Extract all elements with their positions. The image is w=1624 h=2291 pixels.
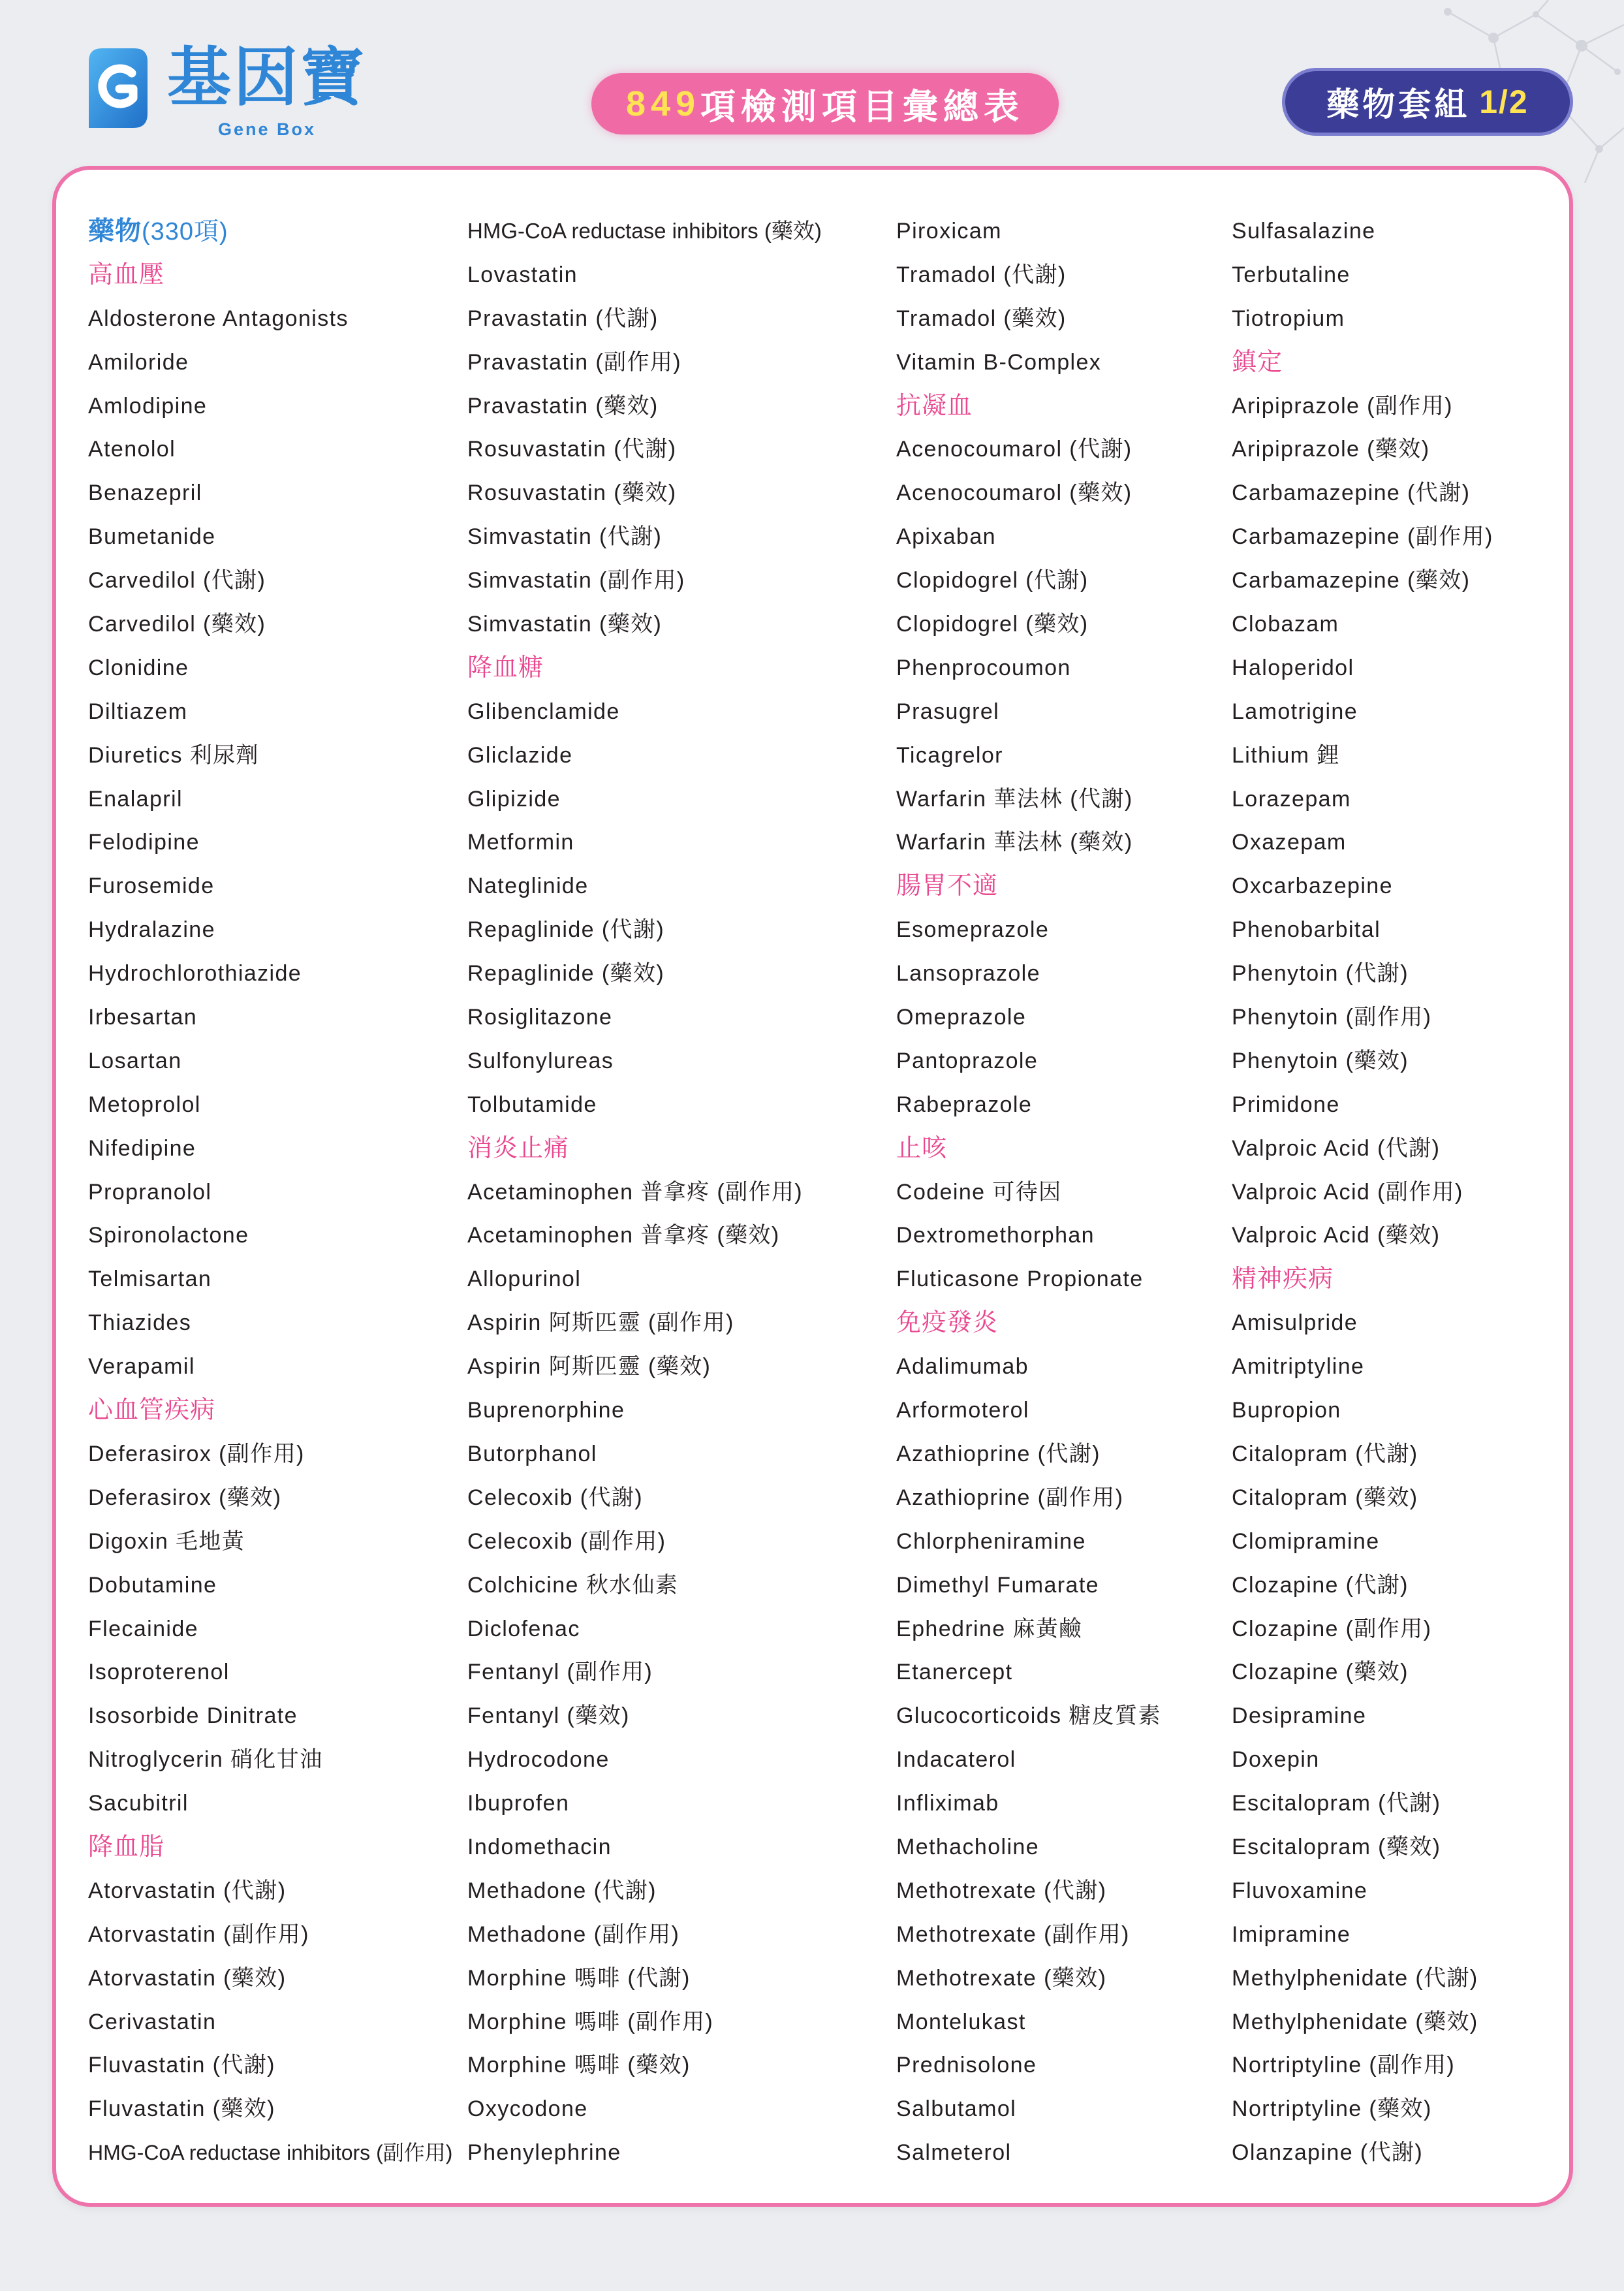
drug-item: Methotrexate (藥效) <box>896 1965 1107 1991</box>
drug-item: Acenocoumarol (代謝) <box>896 437 1132 462</box>
drug-item: Azathioprine (副作用) <box>896 1485 1124 1510</box>
drug-item: Simvastatin (藥效) <box>467 612 663 637</box>
drug-item: Prasugrel <box>896 699 1000 724</box>
drug-item: Hydrochlorothiazide <box>88 961 302 987</box>
drug-item: Salbutamol <box>896 2096 1017 2122</box>
drug-item: Carvedilol (代謝) <box>88 568 266 593</box>
drug-item: Carbamazepine (副作用) <box>1232 524 1493 550</box>
category-heading: 精神疾病 <box>1232 1265 1334 1293</box>
drug-item: Escitalopram (藥效) <box>1232 1834 1441 1859</box>
set-page-indicator: 1/2 <box>1479 84 1529 120</box>
drug-item: Atorvastatin (副作用) <box>88 1921 309 1947</box>
drug-item: Infliximab <box>896 1791 999 1816</box>
drug-item: Oxycodone <box>467 2096 588 2122</box>
drug-item: Tramadol (代謝) <box>896 262 1067 287</box>
drug-item: Indomethacin <box>467 1834 612 1859</box>
drug-item: Furosemide <box>88 874 215 899</box>
drug-item: Imipramine <box>1232 1921 1351 1947</box>
drug-item: Irbesartan <box>88 1005 198 1030</box>
drug-item: HMG-CoA reductase inhibitors (副作用) <box>88 2141 453 2165</box>
drug-item: Sulfonylureas <box>467 1048 614 1073</box>
drug-item: Piroxicam <box>896 219 1002 244</box>
drug-item: Haloperidol <box>1232 655 1354 680</box>
drug-item: Methotrexate (副作用) <box>896 1921 1130 1947</box>
drug-item: Vitamin B-Complex <box>896 349 1102 375</box>
drug-item: Pantoprazole <box>896 1048 1038 1073</box>
drug-item: Spironolactone <box>88 1223 249 1248</box>
drug-item: Methacholine <box>896 1834 1040 1859</box>
drug-item: Phenytoin (副作用) <box>1232 1005 1432 1030</box>
drug-item: Metoprolol <box>88 1092 201 1117</box>
drug-item: Valproic Acid (藥效) <box>1232 1223 1441 1248</box>
drug-item: Phenobarbital <box>1232 917 1381 943</box>
drug-item: Indacaterol <box>896 1747 1016 1773</box>
drug-item: Terbutaline <box>1232 262 1351 287</box>
drug-item: Acenocoumarol (藥效) <box>896 481 1132 506</box>
drug-item: Morphine 嗎啡 (藥效) <box>467 2053 691 2078</box>
drug-item: Allopurinol <box>467 1267 582 1292</box>
drug-item: Clozapine (代謝) <box>1232 1572 1409 1598</box>
drug-item: Nitroglycerin 硝化甘油 <box>88 1747 323 1773</box>
drug-item: Rosuvastatin (藥效) <box>467 481 677 506</box>
drug-list-card <box>52 166 1573 2207</box>
gene-box-logo-icon <box>84 42 151 136</box>
drug-column-1 <box>88 210 454 2175</box>
drug-item: Dextromethorphan <box>896 1223 1095 1248</box>
drug-item: Methadone (副作用) <box>467 1921 680 1947</box>
drug-item: Clobazam <box>1232 612 1339 637</box>
drug-item: Rabeprazole <box>896 1092 1033 1117</box>
drug-item: Aripiprazole (藥效) <box>1232 437 1430 462</box>
drug-item: Propranolol <box>88 1179 212 1205</box>
drug-item: Deferasirox (副作用) <box>88 1441 305 1466</box>
drug-item: Fentanyl (副作用) <box>467 1660 653 1685</box>
drug-item: Fluticasone Propionate <box>896 1267 1144 1292</box>
drug-item: Verapamil <box>88 1354 195 1380</box>
drug-item: Butorphanol <box>467 1441 597 1466</box>
title-count-number: 849 <box>625 84 701 123</box>
drug-item: Fluvastatin (藥效) <box>88 2096 275 2122</box>
drug-item: Simvastatin (代謝) <box>467 524 663 550</box>
drug-item: Thiazides <box>88 1310 192 1336</box>
drug-column-2 <box>467 210 833 2175</box>
drug-item: Lithium 鋰 <box>1232 742 1340 768</box>
drug-item: Rosuvastatin (代謝) <box>467 437 677 462</box>
drug-item: Amisulpride <box>1232 1310 1358 1336</box>
drug-item: Glipizide <box>467 786 561 812</box>
drug-item: Phenprocoumon <box>896 655 1071 680</box>
drug-item: Lamotrigine <box>1232 699 1358 724</box>
drug-item: Bumetanide <box>88 524 216 550</box>
drug-item: Flecainide <box>88 1616 198 1641</box>
drug-item: Salmeterol <box>896 2140 1012 2166</box>
drug-item: Repaglinide (代謝) <box>467 917 665 943</box>
drug-item: Codeine 可待因 <box>896 1179 1062 1205</box>
drug-item: Valproic Acid (代謝) <box>1232 1135 1441 1161</box>
drug-item: Simvastatin (副作用) <box>467 568 685 593</box>
drug-item: Clozapine (藥效) <box>1232 1660 1409 1685</box>
drug-item: Acetaminophen 普拿疼 (藥效) <box>467 1223 780 1248</box>
drug-item: Isoproterenol <box>88 1660 230 1685</box>
drug-item: Esomeprazole <box>896 917 1050 943</box>
drug-item: Lansoprazole <box>896 961 1040 987</box>
drug-item: Citalopram (代謝) <box>1232 1441 1418 1466</box>
drug-item: Hydralazine <box>88 917 215 943</box>
drug-item: Prednisolone <box>896 2053 1037 2078</box>
drug-item: Warfarin 華法林 (藥效) <box>896 830 1133 855</box>
drug-item: Fentanyl (藥效) <box>467 1703 630 1729</box>
drug-item: Amlodipine <box>88 393 208 419</box>
drug-item: Diuretics 利尿劑 <box>88 742 259 768</box>
drug-item: Ibuprofen <box>467 1791 570 1816</box>
drug-item: Arformoterol <box>896 1398 1029 1423</box>
drug-item: Tramadol (藥效) <box>896 306 1067 331</box>
drug-item: Benazepril <box>88 481 202 506</box>
brand-name: 基因寶 <box>167 41 367 113</box>
drug-item: Nortriptyline (副作用) <box>1232 2053 1456 2078</box>
summary-title-pill <box>591 73 1059 134</box>
drug-item: Montelukast <box>896 2009 1026 2034</box>
drug-item: Valproic Acid (副作用) <box>1232 1179 1463 1205</box>
drug-item: Morphine 嗎啡 (代謝) <box>467 1965 691 1991</box>
drug-item: Cerivastatin <box>88 2009 217 2034</box>
category-heading: 高血壓 <box>88 261 165 289</box>
drug-item: Celecoxib (副作用) <box>467 1528 666 1554</box>
drug-item: Metformin <box>467 830 574 855</box>
category-heading: 鎮定 <box>1232 348 1283 376</box>
drug-item: Fluvoxamine <box>1232 1878 1368 1903</box>
category-heading: 免疫發炎 <box>896 1309 999 1337</box>
title-text: 項檢測項目彙總表 <box>700 87 1025 127</box>
drug-item: Atorvastatin (藥效) <box>88 1965 287 1991</box>
drug-item: Azathioprine (代謝) <box>896 1441 1101 1466</box>
drug-item: Amiloride <box>88 349 189 375</box>
drug-item: Bupropion <box>1232 1398 1341 1423</box>
drug-item: Ephedrine 麻黃鹼 <box>896 1616 1082 1641</box>
drug-item: Tolbutamide <box>467 1092 597 1117</box>
drug-item: Diclofenac <box>467 1616 580 1641</box>
drug-item: Pravastatin (副作用) <box>467 349 681 375</box>
drug-item: Colchicine 秋水仙素 <box>467 1572 679 1598</box>
drug-item: Atorvastatin (代謝) <box>88 1878 287 1903</box>
drug-item: Tiotropium <box>1232 306 1345 331</box>
drug-item: Atenolol <box>88 437 176 462</box>
drug-item: Methylphenidate (代謝) <box>1232 1965 1478 1991</box>
drug-item: Doxepin <box>1232 1747 1320 1773</box>
drug-item: Primidone <box>1232 1092 1340 1117</box>
drug-item: Methadone (代謝) <box>467 1878 657 1903</box>
drug-item: Felodipine <box>88 830 200 855</box>
drug-item: Buprenorphine <box>467 1398 625 1423</box>
drug-item: Olanzapine (代謝) <box>1232 2140 1424 2166</box>
drug-item: Nifedipine <box>88 1135 196 1161</box>
drug-item: Aldosterone Antagonists <box>88 306 349 331</box>
drug-item: Celecoxib (代謝) <box>467 1485 643 1510</box>
drug-item: Repaglinide (藥效) <box>467 961 665 987</box>
drug-item: Sulfasalazine <box>1232 219 1376 244</box>
drug-item: Apixaban <box>896 524 996 550</box>
drug-item: Phenytoin (藥效) <box>1232 1048 1409 1073</box>
drug-item: Enalapril <box>88 786 183 812</box>
drug-item: Glucocorticoids 糖皮質素 <box>896 1703 1161 1729</box>
drug-item: Telmisartan <box>88 1267 212 1292</box>
drug-column-3 <box>896 210 1216 2175</box>
drug-item: Ticagrelor <box>896 742 1003 768</box>
drug-item: Nortriptyline (藥效) <box>1232 2096 1432 2122</box>
drug-item: Phenytoin (代謝) <box>1232 961 1409 987</box>
category-heading: 止咳 <box>896 1134 948 1162</box>
section-title-count: (330項) <box>142 218 228 245</box>
drug-item: Lorazepam <box>1232 786 1351 812</box>
section-title-label: 藥物 <box>88 217 142 245</box>
drug-item: Etanercept <box>896 1660 1013 1685</box>
drug-item: Fluvastatin (代謝) <box>88 2053 275 2078</box>
drug-item: Citalopram (藥效) <box>1232 1485 1418 1510</box>
category-heading: 腸胃不適 <box>896 872 999 900</box>
drug-item: Aripiprazole (副作用) <box>1232 393 1453 419</box>
drug-item: Amitriptyline <box>1232 1354 1365 1380</box>
category-heading: 降血脂 <box>88 1833 165 1861</box>
drug-item: Carbamazepine (藥效) <box>1232 568 1471 593</box>
drug-item: Chlorpheniramine <box>896 1528 1086 1554</box>
drug-item: Rosiglitazone <box>467 1005 613 1030</box>
set-label: 藥物套組 <box>1326 86 1471 123</box>
drug-item: Dobutamine <box>88 1572 217 1598</box>
drug-item: Clopidogrel (代謝) <box>896 568 1089 593</box>
drug-item: Hydrocodone <box>467 1747 610 1773</box>
drug-item: Methylphenidate (藥效) <box>1232 2009 1478 2034</box>
drug-item: Dimethyl Fumarate <box>896 1572 1099 1598</box>
drug-item: Losartan <box>88 1048 182 1073</box>
drug-item: Desipramine <box>1232 1703 1367 1729</box>
drug-column-4 <box>1232 210 1545 2175</box>
drug-item: Escitalopram (代謝) <box>1232 1791 1441 1816</box>
drug-item: Pravastatin (代謝) <box>467 306 659 331</box>
drug-item: Morphine 嗎啡 (副作用) <box>467 2009 714 2034</box>
drug-item: Warfarin 華法林 (代謝) <box>896 786 1133 812</box>
drug-item: HMG-CoA reductase inhibitors (藥效) <box>467 219 822 243</box>
drug-item: Acetaminophen 普拿疼 (副作用) <box>467 1179 804 1205</box>
drug-item: Gliclazide <box>467 742 573 768</box>
drug-item: Sacubitril <box>88 1791 189 1816</box>
drug-item: Isosorbide Dinitrate <box>88 1703 298 1729</box>
drug-item: Diltiazem <box>88 699 188 724</box>
drug-item: Clopidogrel (藥效) <box>896 612 1089 637</box>
drug-item: Pravastatin (藥效) <box>467 393 659 419</box>
category-heading: 抗凝血 <box>896 392 973 420</box>
drug-item: Clonidine <box>88 655 189 680</box>
set-page-pill <box>1282 68 1573 136</box>
drug-item: Carvedilol (藥效) <box>88 612 266 637</box>
drug-item: Omeprazole <box>896 1005 1027 1030</box>
drug-item: Oxazepam <box>1232 830 1347 855</box>
drug-item: Aspirin 阿斯匹靈 (藥效) <box>467 1354 711 1380</box>
drug-item: Deferasirox (藥效) <box>88 1485 282 1510</box>
drug-item: Carbamazepine (代謝) <box>1232 481 1471 506</box>
drug-item: Aspirin 阿斯匹靈 (副作用) <box>467 1310 734 1336</box>
drug-item: Adalimumab <box>896 1354 1029 1380</box>
drug-item: Clomipramine <box>1232 1528 1380 1554</box>
category-heading: 消炎止痛 <box>467 1134 570 1162</box>
category-heading: 降血糖 <box>467 654 544 682</box>
section-title <box>88 210 454 253</box>
drug-item: Methotrexate (代謝) <box>896 1878 1107 1903</box>
category-heading: 心血管疾病 <box>88 1397 216 1425</box>
drug-item: Phenylephrine <box>467 2140 621 2166</box>
drug-item: Clozapine (副作用) <box>1232 1616 1432 1641</box>
drug-item: Oxcarbazepine <box>1232 874 1393 899</box>
brand-subtitle: Gene Box <box>218 119 317 139</box>
drug-item: Glibenclamide <box>467 699 620 724</box>
drug-item: Lovastatin <box>467 262 578 287</box>
drug-item: Nateglinide <box>467 874 589 899</box>
drug-item: Digoxin 毛地黃 <box>88 1528 245 1554</box>
